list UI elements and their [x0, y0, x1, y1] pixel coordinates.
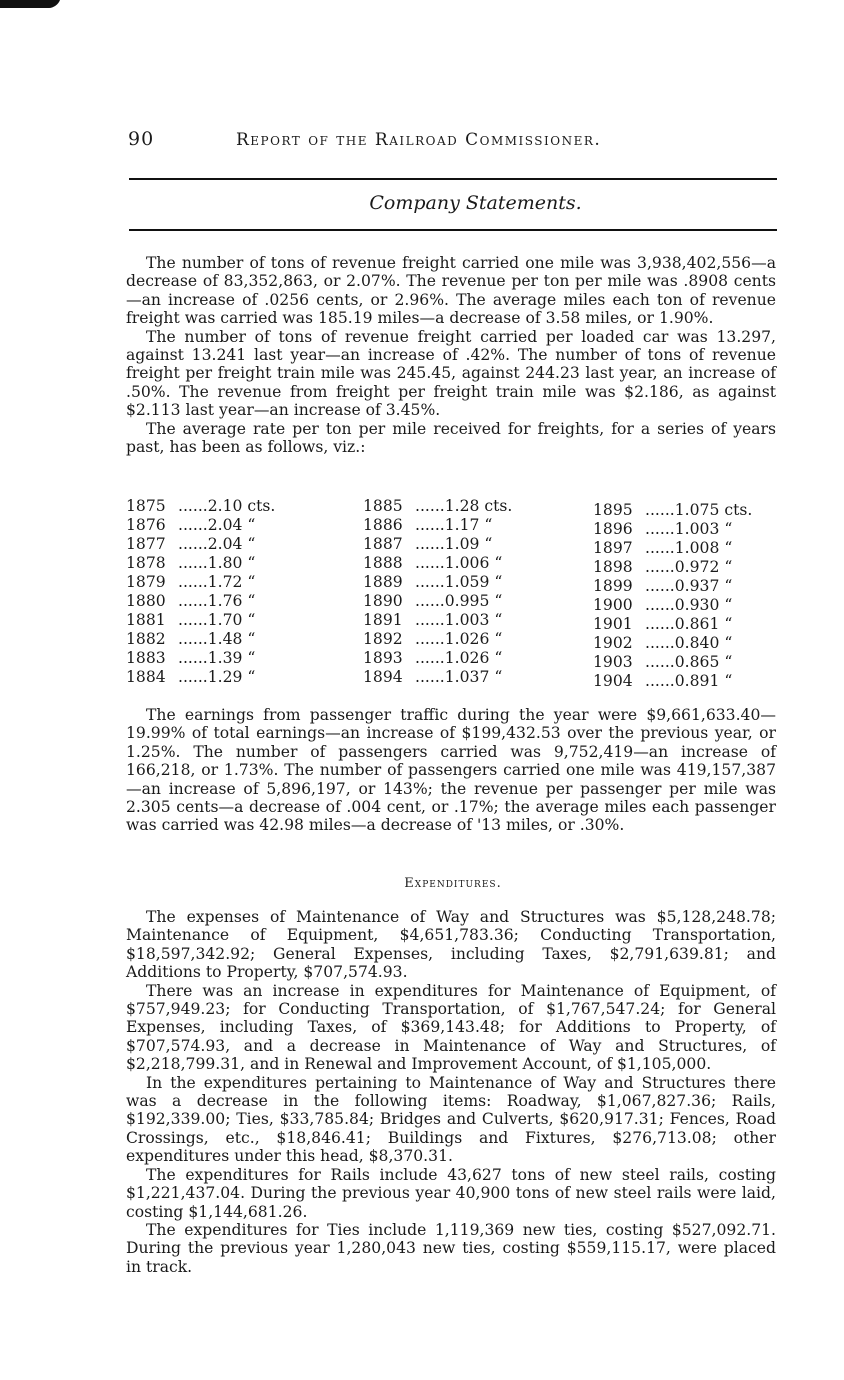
page-header — [128, 128, 776, 158]
rate-leader-dots: ...... — [178, 516, 208, 534]
rate-leader-dots: ...... — [178, 649, 208, 667]
rate-value: 2.10 cts. — [207, 497, 276, 515]
rate-value: 0.937 “ — [674, 577, 733, 595]
rate-year: 1903 — [593, 653, 633, 671]
rate-leader-dots: ...... — [178, 668, 208, 686]
rate-leader-dots: ...... — [415, 554, 445, 572]
rate-value: 1.48 “ — [207, 630, 256, 648]
rate-row — [363, 592, 512, 611]
rate-value: 1.76 “ — [207, 592, 256, 610]
rate-year: 1887 — [363, 535, 403, 553]
rates-column-2 — [363, 497, 512, 687]
rate-value: 1.026 “ — [444, 649, 503, 667]
rate-leader-dots: ...... — [178, 554, 208, 572]
rate-row — [593, 558, 752, 577]
rate-year: 1889 — [363, 573, 403, 591]
rate-year: 1886 — [363, 516, 403, 534]
rate-row — [126, 649, 275, 668]
rate-leader-dots: ...... — [178, 497, 208, 515]
rate-leader-dots: ...... — [645, 672, 675, 690]
corner-ink-mark — [0, 0, 60, 8]
rate-row — [363, 497, 512, 516]
rate-year: 1880 — [126, 592, 166, 610]
rate-row — [126, 573, 275, 592]
rate-leader-dots: ...... — [645, 634, 675, 652]
rate-leader-dots: ...... — [178, 630, 208, 648]
rate-year: 1904 — [593, 672, 633, 690]
section-heading: Company Statements. — [369, 192, 582, 214]
expenditure-paragraphs — [126, 908, 776, 1276]
rate-row — [363, 554, 512, 573]
rate-value: 1.39 “ — [207, 649, 256, 667]
rate-leader-dots: ...... — [645, 539, 675, 557]
page-number: 90 — [128, 128, 155, 150]
rate-row — [126, 497, 275, 516]
rate-value: 0.861 “ — [674, 615, 733, 633]
rate-row — [593, 501, 752, 520]
freight-paragraphs — [126, 254, 776, 456]
rate-row — [363, 535, 512, 554]
rate-value: 1.70 “ — [207, 611, 256, 629]
rate-year: 1895 — [593, 501, 633, 519]
rate-value: 1.003 “ — [674, 520, 733, 538]
rate-value: 1.003 “ — [444, 611, 503, 629]
rate-value: 2.04 “ — [207, 516, 256, 534]
rate-row — [126, 611, 275, 630]
rate-value: 1.09 “ — [444, 535, 493, 553]
rate-row — [363, 611, 512, 630]
rate-leader-dots: ...... — [645, 520, 675, 538]
rate-value: 1.29 “ — [207, 668, 256, 686]
rate-year: 1897 — [593, 539, 633, 557]
rate-row — [593, 653, 752, 672]
rates-column-3 — [593, 501, 752, 691]
rate-year: 1899 — [593, 577, 633, 595]
rate-row — [126, 554, 275, 573]
rates-column-1 — [126, 497, 275, 687]
passenger-paragraph-block — [126, 706, 776, 835]
rate-year: 1902 — [593, 634, 633, 652]
header-rule-bottom — [129, 229, 777, 231]
rate-leader-dots: ...... — [645, 615, 675, 633]
rate-leader-dots: ...... — [415, 573, 445, 591]
rate-year: 1892 — [363, 630, 403, 648]
rate-value: 1.026 “ — [444, 630, 503, 648]
rate-year: 1894 — [363, 668, 403, 686]
rate-row — [126, 630, 275, 649]
header-rule-top — [129, 178, 777, 180]
rate-value: 0.840 “ — [674, 634, 733, 652]
rate-value: 0.865 “ — [674, 653, 733, 671]
rate-year: 1901 — [593, 615, 633, 633]
paragraph: In the expenditures pertaining to Maintenance of Way and Structures there was a decrease in the following items: Roadway, $1,067,827.36; Rails, $192,339.00; Ties, $33,785.84; Bridges and Culverts, $620,917.31; Fences, Road Crossings, etc., $18,846.41; Buildings and Fixtures, $276,713.08; other expenditures under this head, $8,370.31. — [126, 1073, 776, 1166]
rate-leader-dots: ...... — [415, 497, 445, 515]
rate-value: 0.972 “ — [674, 558, 733, 576]
rate-row — [363, 649, 512, 668]
rate-year: 1882 — [126, 630, 166, 648]
rate-value: 1.075 cts. — [674, 501, 753, 519]
rate-leader-dots: ...... — [178, 592, 208, 610]
rate-value: 2.04 “ — [207, 535, 256, 553]
rate-row — [593, 672, 752, 691]
rate-leader-dots: ...... — [415, 630, 445, 648]
rate-row — [126, 535, 275, 554]
rate-row — [363, 516, 512, 535]
rate-leader-dots: ...... — [178, 535, 208, 553]
rate-leader-dots: ...... — [178, 573, 208, 591]
rate-value: 0.891 “ — [674, 672, 733, 690]
rate-row — [126, 592, 275, 611]
paragraph: The expenditures for Rails include 43,627 tons of new steel rails, costing $1,221,437.04. During the previous year 40,900 tons of new steel rails were laid, costing $1,144,681.26. — [126, 1165, 776, 1221]
rate-value: 1.008 “ — [674, 539, 733, 557]
rate-row — [593, 520, 752, 539]
rate-year: 1877 — [126, 535, 166, 553]
rate-leader-dots: ...... — [415, 535, 445, 553]
rate-value: 1.17 “ — [444, 516, 493, 534]
rate-year: 1891 — [363, 611, 403, 629]
rate-value: 0.995 “ — [444, 592, 503, 610]
rate-leader-dots: ...... — [645, 577, 675, 595]
rate-year: 1876 — [126, 516, 166, 534]
rate-row — [593, 634, 752, 653]
rate-leader-dots: ...... — [645, 558, 675, 576]
rate-year: 1893 — [363, 649, 403, 667]
rate-row — [593, 596, 752, 615]
rate-leader-dots: ...... — [645, 596, 675, 614]
rate-value: 1.80 “ — [207, 554, 256, 572]
rate-year: 1881 — [126, 611, 166, 629]
rate-leader-dots: ...... — [415, 592, 445, 610]
running-title: Report of the Railroad Commissioner. — [236, 130, 602, 150]
expenditures-heading: Expenditures. — [404, 876, 502, 891]
rate-value: 1.059 “ — [444, 573, 503, 591]
rate-row — [363, 668, 512, 687]
rate-leader-dots: ...... — [645, 501, 675, 519]
rate-year: 1878 — [126, 554, 166, 572]
rate-value: 1.72 “ — [207, 573, 256, 591]
rate-row — [593, 615, 752, 634]
rate-leader-dots: ...... — [415, 611, 445, 629]
paragraph: The average rate per ton per mile received for freights, for a series of years past, has been as follows, viz.: — [126, 419, 776, 457]
rate-value: 0.930 “ — [674, 596, 733, 614]
paragraph: There was an increase in expenditures for Maintenance of Equipment, of $757,949.23; for Conducting Transportation, of $1,767,547.24; for General Expenses, including Taxes, of $369,143.48; for Additions to Property, of $707,574.93, and a decrease in Maintenance of Way and Structures, of $2,218,799.31, and in Renewal and Improvement Account, of $1,105,000. — [126, 981, 776, 1074]
rate-year: 1896 — [593, 520, 633, 538]
rate-year: 1875 — [126, 497, 166, 515]
rate-year: 1890 — [363, 592, 403, 610]
rate-leader-dots: ...... — [415, 649, 445, 667]
rate-leader-dots: ...... — [645, 653, 675, 671]
rate-row — [363, 630, 512, 649]
rate-row — [593, 577, 752, 596]
paragraph: The expenses of Maintenance of Way and Structures was $5,128,248.78; Maintenance of Equipment, $4,651,783.36; Conducting Transportation, $18,597,342.92; General Expenses, including Taxes, $2,791,639.81; and Additions to Property, $707,574.93. — [126, 908, 776, 982]
rate-year: 1900 — [593, 596, 633, 614]
rate-row — [126, 516, 275, 535]
paragraph: The earnings from passenger traffic during the year were $9,661,633.40—19.99% of total earnings—an increase of $199,432.53 over the previous year, or 1.25%. The number of passengers carried was 9,752,419—an increase of 166,218, or 1.73%. The number of passengers carried one mile was 419,157,387—an increase of 5,896,197, or 143%; the revenue per passenger per mile was 2.305 cents—a decrease of .004 cent, or .17%; the average miles each passenger was carried was 42.98 miles—a decrease of '13 miles, or .30%. — [126, 706, 776, 835]
rate-row — [363, 573, 512, 592]
rate-leader-dots: ...... — [415, 516, 445, 534]
rate-leader-dots: ...... — [415, 668, 445, 686]
rate-year: 1884 — [126, 668, 166, 686]
paragraph: The number of tons of revenue freight carried one mile was 3,938,402,556—a decrease of 83,352,863, or 2.07%. The revenue per ton per mile was .8908 cents—an increase of .0256 cents, or 2.96%. The average miles each ton of revenue freight was carried was 185.19 miles—a decrease of 3.58 miles, or 1.90%. — [126, 254, 776, 328]
rate-value: 1.006 “ — [444, 554, 503, 572]
rate-year: 1885 — [363, 497, 403, 515]
rate-leader-dots: ...... — [178, 611, 208, 629]
rate-year: 1898 — [593, 558, 633, 576]
rate-year: 1883 — [126, 649, 166, 667]
rate-value: 1.037 “ — [444, 668, 503, 686]
rate-year: 1879 — [126, 573, 166, 591]
rate-row — [126, 668, 275, 687]
paragraph: The expenditures for Ties include 1,119,369 new ties, costing $527,092.71. During the previous year 1,280,043 new ties, costing $559,115.17, were placed in track. — [126, 1220, 776, 1276]
rate-value: 1.28 cts. — [444, 497, 513, 515]
rate-year: 1888 — [363, 554, 403, 572]
rate-row — [593, 539, 752, 558]
paragraph: The number of tons of revenue freight carried per loaded car was 13.297, against 13.241 last year—an increase of .42%. The number of tons of revenue freight per freight train mile was 245.45, against 244.23 last year, an increase of .50%. The revenue from freight per freight train mile was $2.186, as against $2.113 last year—an increase of 3.45%. — [126, 327, 776, 420]
